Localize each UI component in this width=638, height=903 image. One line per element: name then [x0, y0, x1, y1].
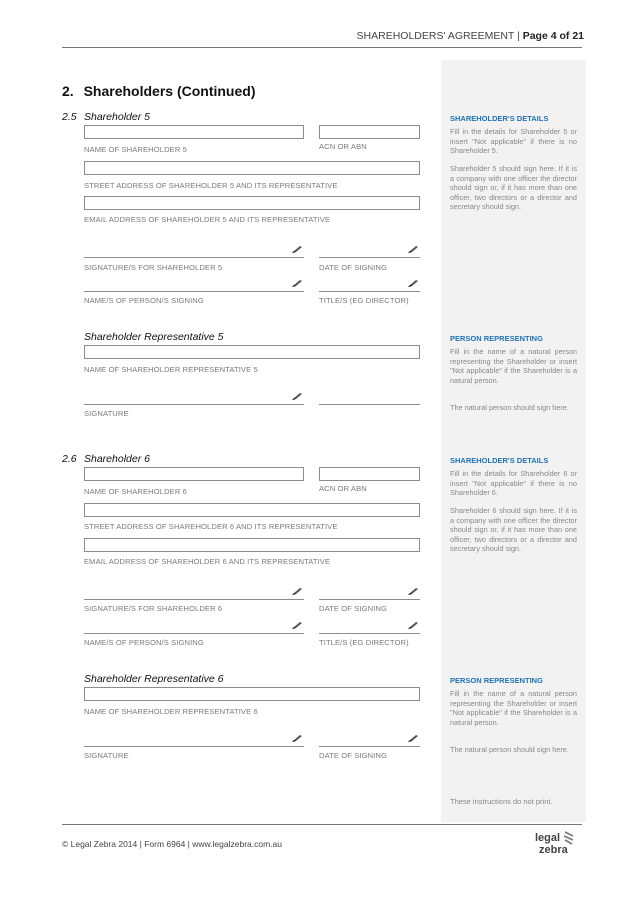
shareholder-5-signature-line[interactable]: [84, 257, 304, 258]
pen-icon: [291, 392, 303, 401]
shareholder-6-acn-field[interactable]: [319, 467, 420, 481]
pen-icon: [407, 621, 419, 630]
field-label: TITLE/S (EG DIRECTOR): [319, 296, 409, 305]
section-heading: Shareholders (Continued): [83, 83, 256, 99]
sidebar-text: The natural person should sign here.: [450, 745, 569, 754]
representative-5-date-line[interactable]: [319, 404, 420, 405]
field-label: TITLE/S (EG DIRECTOR): [319, 638, 409, 647]
shareholder-5-address-field[interactable]: [84, 161, 420, 175]
representative-6-signature-line[interactable]: [84, 746, 304, 747]
sidebar-text: The natural person should sign here.: [450, 403, 569, 412]
representative-5-signature-line[interactable]: [84, 404, 304, 405]
field-label: NAME/S OF PERSON/S SIGNING: [84, 638, 204, 647]
shareholder-5-titles-line[interactable]: [319, 291, 420, 292]
sidebar-text: Fill in the name of a natural person representing the Shareholder or insert "Not applicable" if the Shareholder is a natural person.: [450, 689, 577, 727]
field-label: SIGNATURE/S FOR SHAREHOLDER 5: [84, 263, 223, 272]
sidebar-footer-note: These instructions do not print.: [450, 797, 553, 806]
sidebar-text: Fill in the name of a natural person representing the Shareholder or insert "Not applicable" if the Shareholder is a natural person.: [450, 347, 577, 385]
sidebar-text: Shareholder 6 should sign here. If it is a company with one officer the director should sign or, if it has more than one officer, two directors or a director and secretary should sign.: [450, 506, 577, 554]
field-label: DATE OF SIGNING: [319, 751, 388, 760]
sidebar-text: Shareholder 5 should sign here. If it is a company with one officer the director should sign or, if it has more than one officer, two directors or a director and secretary should sign.: [450, 164, 577, 212]
sidebar-heading: PERSON REPRESENTING: [450, 334, 543, 343]
subsection-title: Shareholder 5: [84, 111, 150, 123]
shareholder-5-date-line[interactable]: [319, 257, 420, 258]
shareholder-5-name-field[interactable]: [84, 125, 304, 139]
sidebar-heading: SHAREHOLDER'S DETAILS: [450, 456, 549, 465]
field-label: SIGNATURE: [84, 409, 129, 418]
field-label: NAME OF SHAREHOLDER 6: [84, 487, 187, 496]
shareholder-5-email-field[interactable]: [84, 196, 420, 210]
zebra-logo-icon: [535, 830, 575, 856]
shareholder-6-address-field[interactable]: [84, 503, 420, 517]
section-number: 2.: [62, 83, 74, 99]
representative-6-name-field[interactable]: [84, 687, 420, 701]
sidebar-heading: SHAREHOLDER'S DETAILS: [450, 114, 549, 123]
pen-icon: [291, 734, 303, 743]
section-title: [62, 83, 255, 99]
header-separator: |: [517, 30, 520, 42]
shareholder-6-email-field[interactable]: [84, 538, 420, 552]
field-label: EMAIL ADDRESS OF SHAREHOLDER 6 AND ITS REPRESENTATIVE: [84, 557, 331, 566]
shareholder-5-signer-names-line[interactable]: [84, 291, 304, 292]
field-label: NAME/S OF PERSON/S SIGNING: [84, 296, 204, 305]
shareholder-6-name-field[interactable]: [84, 467, 304, 481]
page-header: [357, 30, 584, 42]
pen-icon: [407, 245, 419, 254]
subsection-number: 2.5: [62, 111, 77, 123]
pen-icon: [291, 587, 303, 596]
subsection-number: 2.6: [62, 453, 77, 465]
logo-text-legal: legal: [535, 832, 561, 844]
field-label: NAME OF SHAREHOLDER REPRESENTATIVE 5: [84, 365, 258, 374]
pen-icon: [407, 279, 419, 288]
field-label: DATE OF SIGNING: [319, 604, 388, 613]
header-rule: [62, 47, 582, 48]
shareholder-6-signature-line[interactable]: [84, 599, 304, 600]
subsection-title: Shareholder Representative 5: [84, 331, 224, 343]
shareholder-6-titles-line[interactable]: [319, 633, 420, 634]
sidebar-heading: PERSON REPRESENTING: [450, 676, 543, 685]
field-label: STREET ADDRESS OF SHAREHOLDER 6 AND ITS REPRESENTATIVE: [84, 522, 338, 531]
representative-6-date-line[interactable]: [319, 746, 420, 747]
sidebar-text: Fill in the details for Shareholder 5 or insert "Not applicable" if there is no Shareholder 5.: [450, 127, 577, 156]
pen-icon: [291, 621, 303, 630]
page-number: Page 4 of 21: [522, 30, 584, 42]
field-label: SIGNATURE/S FOR SHAREHOLDER 6: [84, 604, 223, 613]
field-label: ACN OR ABN: [319, 484, 367, 493]
subsection-title: Shareholder 6: [84, 453, 150, 465]
field-label: ACN OR ABN: [319, 142, 367, 151]
subsection-title: Shareholder Representative 6: [84, 673, 224, 685]
field-label: NAME OF SHAREHOLDER 5: [84, 145, 187, 154]
footer-rule: [62, 824, 582, 825]
field-label: EMAIL ADDRESS OF SHAREHOLDER 5 AND ITS REPRESENTATIVE: [84, 215, 331, 224]
field-label: SIGNATURE: [84, 751, 129, 760]
pen-icon: [291, 279, 303, 288]
pen-icon: [407, 734, 419, 743]
document-title: SHAREHOLDERS' AGREEMENT: [356, 30, 515, 42]
pen-icon: [291, 245, 303, 254]
field-label: DATE OF SIGNING: [319, 263, 388, 272]
footer-text: © Legal Zebra 2014 | Form 6964 | www.legalzebra.com.au: [62, 839, 282, 849]
shareholder-6-date-line[interactable]: [319, 599, 420, 600]
pen-icon: [407, 587, 419, 596]
logo-text-zebra: zebra: [539, 844, 568, 856]
representative-5-name-field[interactable]: [84, 345, 420, 359]
field-label: NAME OF SHAREHOLDER REPRESENTATIVE 6: [84, 707, 258, 716]
field-label: STREET ADDRESS OF SHAREHOLDER 5 AND ITS REPRESENTATIVE: [84, 181, 338, 190]
shareholder-6-signer-names-line[interactable]: [84, 633, 304, 634]
shareholder-5-acn-field[interactable]: [319, 125, 420, 139]
sidebar-text: Fill in the details for Shareholder 6 or insert "Not applicable" if there is no Shareholder 6.: [450, 469, 577, 498]
